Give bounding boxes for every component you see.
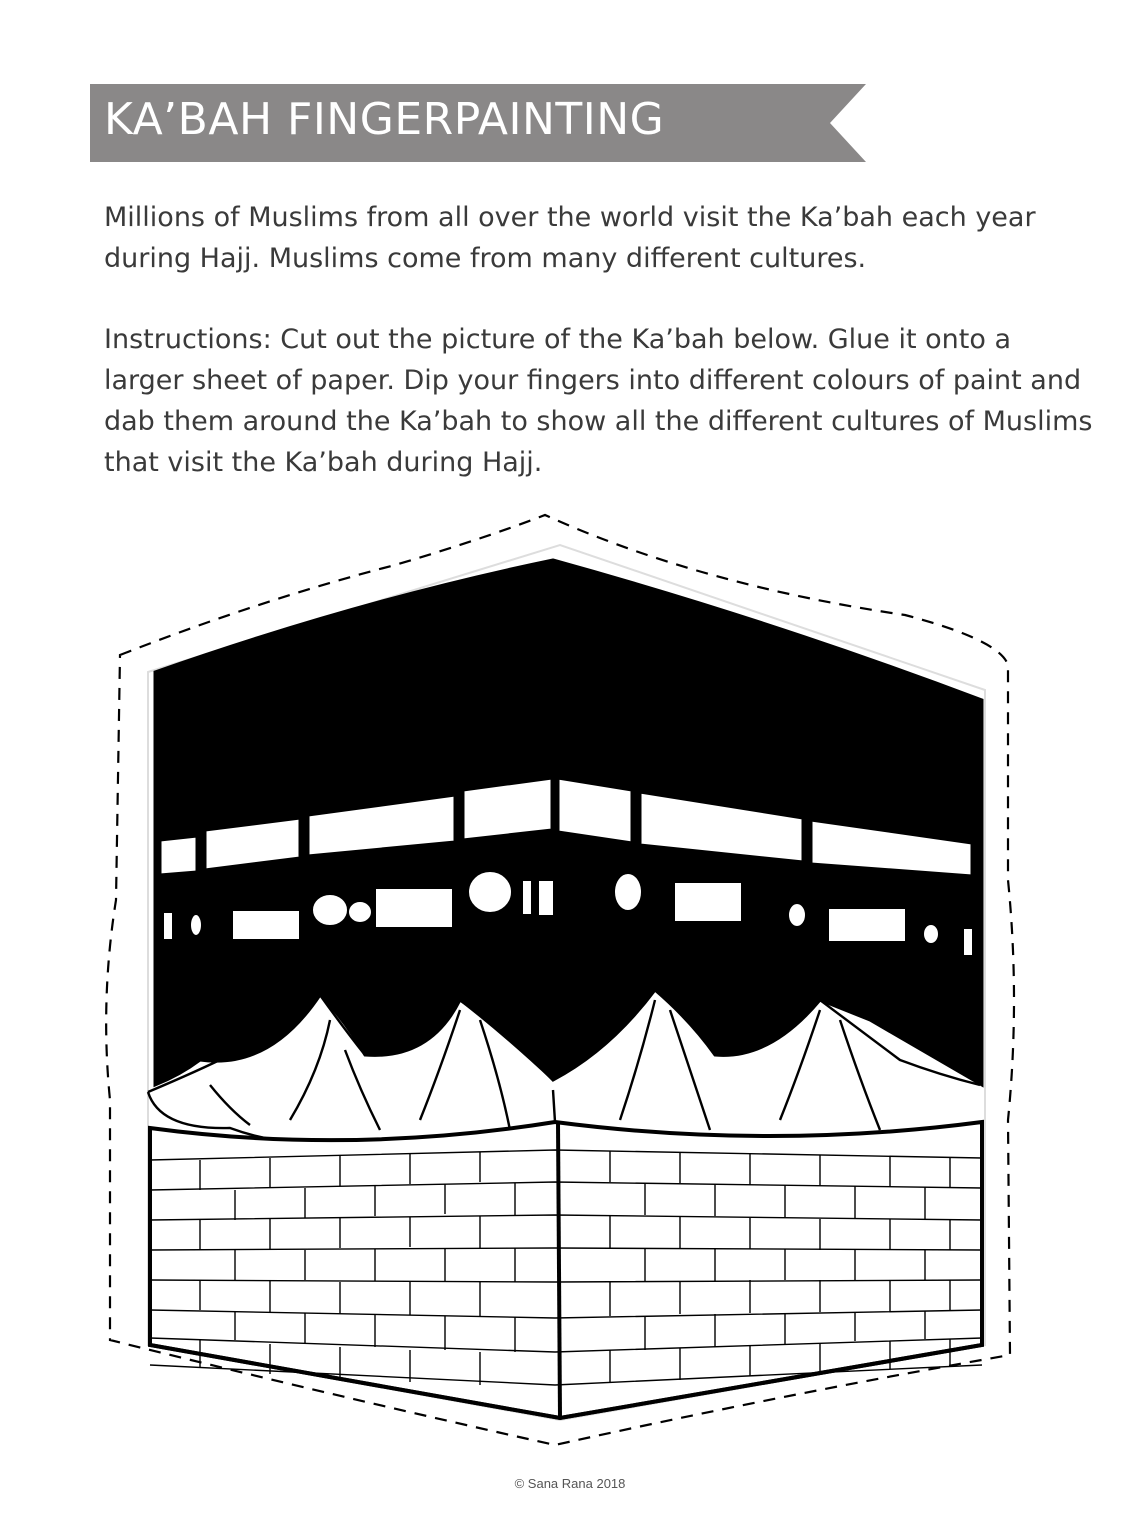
page-title: KA’BAH FINGERPAINTING xyxy=(104,94,665,145)
intro-paragraph: Millions of Muslims from all over the world visit the Ka’bah each year during Hajj. Muslims come from many different cultures. xyxy=(104,202,1036,274)
title-banner xyxy=(90,84,880,162)
kaabah-illustration xyxy=(0,505,1140,1465)
copyright-notice: © Sana Rana 2018 xyxy=(514,1476,626,1491)
stone-base xyxy=(150,1122,982,1418)
base-corner-line xyxy=(558,1122,560,1418)
instructions-paragraph: Instructions: Cut out the picture of the Ka’bah below. Glue it onto a larger sheet of paper. Dip your fingers into different colours of paint and dab them around the Ka’bah to show all the different cultures of Muslims that visit the Ka’bah during Hajj. xyxy=(104,324,1093,478)
